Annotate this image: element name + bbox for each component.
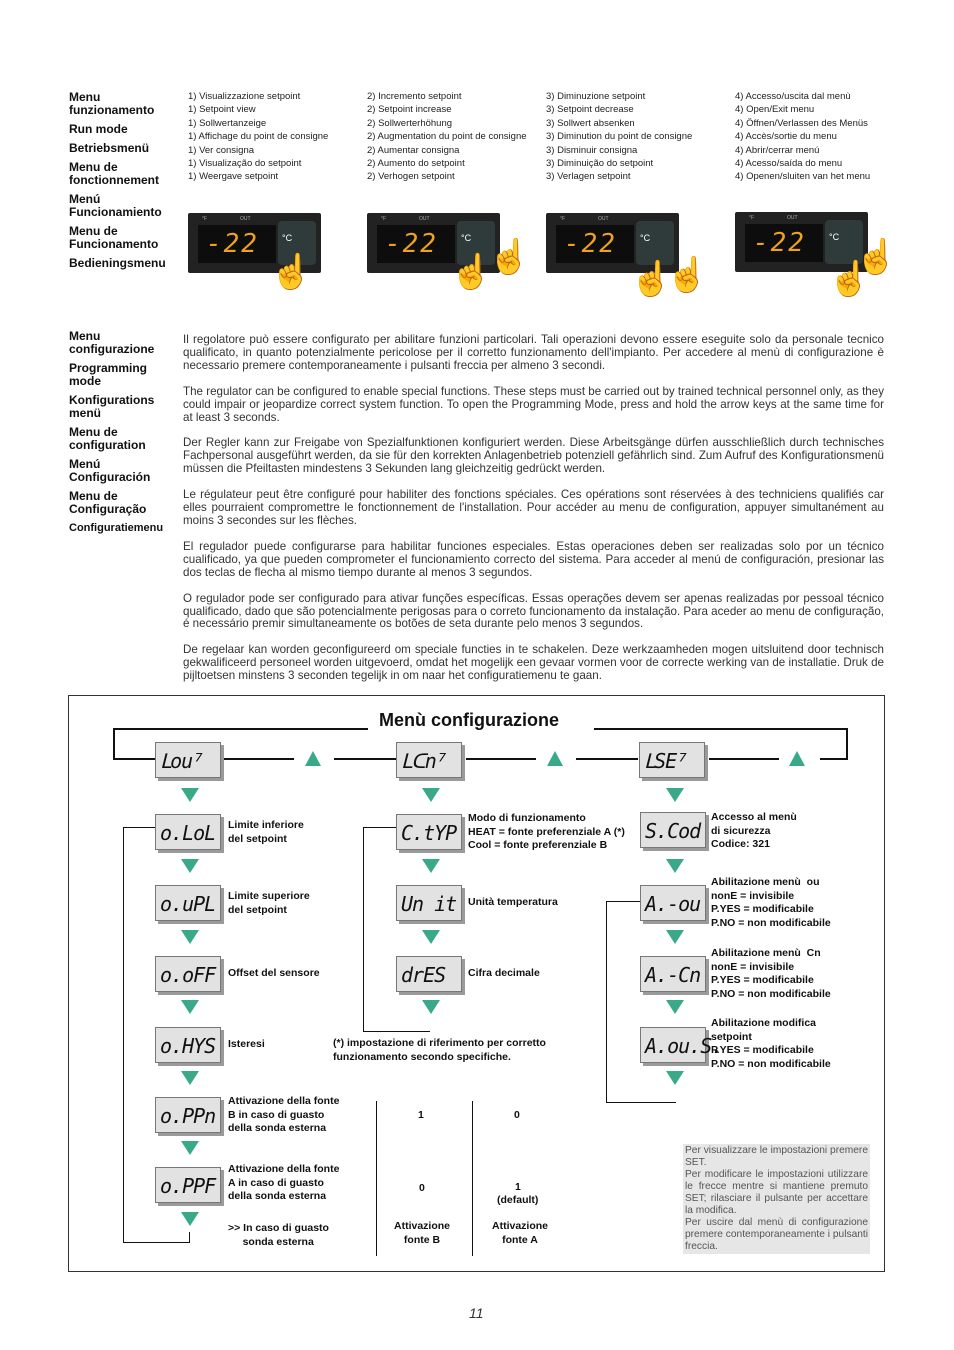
step-line: 2) Setpoint increase — [367, 104, 452, 116]
step-line: 4) Openen/sluiten van het menu — [735, 171, 871, 183]
table-default: (default) — [497, 1194, 539, 1206]
param-desc: Unità temperatura — [468, 896, 558, 908]
steps-col-3 — [546, 90, 726, 184]
paragraph-es: El regulador puede configurarse para habilitar funciones especiales. Estas operaciones deben ser realizadas solo por un técnico cualificado, ya que pueden comprometer el funcionamiento correcto del sistema. Para acceder al menú de configuración, presionar las dos teclas de flecha al mismo tiempo durante al menos 3 segundos. — [183, 539, 884, 579]
step-line: 1) Visualização do setpoint — [188, 158, 302, 170]
display-screen — [556, 225, 634, 263]
param-desc: Isteresi — [228, 1038, 265, 1050]
param-desc: Modo di funzionamento HEAT = fonte preferenziale A (*) Cool = fonte preferenziale B — [468, 812, 625, 851]
param-a-ous: A.ou.S. — [640, 1027, 706, 1063]
step-line: 2) Aumentar consigna — [367, 144, 460, 156]
param-o-lol: o.LoL — [155, 814, 221, 850]
unit-label: °C — [461, 233, 472, 243]
pointing-hand-icon: ☝ — [488, 238, 531, 276]
config-label-es: Menú Configuración — [69, 457, 151, 484]
up-arrow-icon — [305, 751, 321, 766]
table-b-label: Attivazione fonte B — [394, 1220, 451, 1246]
label-fr: Menu de fonctionnement — [69, 160, 159, 187]
display-value: -22 — [564, 229, 617, 259]
param-o-ppn: o.PPn — [155, 1097, 221, 1133]
up-arrow-icon — [789, 751, 805, 766]
param-a-ou: A.-ou — [640, 885, 706, 921]
step-line: 2) Verhogen setpoint — [367, 171, 455, 183]
config-label-fr: Menu de configuration — [69, 425, 146, 452]
unit-label: °C — [829, 232, 840, 242]
step-line: 2) Incremento setpoint — [367, 91, 462, 102]
down-arrow-icon — [422, 788, 440, 802]
param-desc: Attivazione della fonte A in caso di guasto della sonda esterna — [228, 1163, 340, 1202]
display-value: -22 — [385, 229, 438, 259]
fahrenheit-tag: °F — [749, 215, 755, 221]
step-line: 3) Diminuição do setpoint — [546, 158, 654, 170]
param-desc: Accesso al menù di sicurezza Codice: 321 — [711, 811, 797, 850]
pointing-hand-icon: ☝ — [450, 253, 493, 291]
param-desc: Abilitazione menù Cn nonE = invisibile P.YES = modificabile P.NO = non modificabile — [711, 947, 831, 1000]
out-tag: OUT — [240, 216, 251, 222]
step-line: 3) Verlagen setpoint — [546, 171, 631, 183]
unit-label: °C — [282, 233, 293, 243]
paragraph-nl: De regelaar kan worden geconfigureerd om speciale functies in te schakelen. Deze werkzaamheden mogen uitsluitend door technisch gekwalificeerd personeel worden uitgevoerd, omdat het mogelijk een gevaar vormen voor de correcte werking van de installatie. Druk de pijltoetsen minstens 3 seconden tegelijk in om naar het configuratiemenu te gaan. — [183, 643, 884, 683]
param-desc: Abilitazione menù ou nonE = invisibile P.YES = modificabile P.NO = non modificabile — [711, 876, 831, 929]
step-line: 1) Ver consigna — [188, 144, 255, 156]
config-description — [183, 334, 884, 696]
info-box: Per visualizzare le impostazioni premere SET. Per modificare le impostazioni utilizzare le frecce mentre si mantiene premuto SET; rilasciare il pulsante per accettare la modifica. Per uscire dal menù di configurazione premere contemporaneamente i pulsanti freccia. — [685, 1145, 868, 1252]
steps-col-4 — [735, 90, 915, 184]
display-screen — [745, 224, 823, 262]
pointing-hand-icon: ☝ — [855, 238, 898, 276]
down-arrow-icon — [666, 788, 684, 802]
display-screen — [377, 225, 455, 263]
display-value: -22 — [753, 228, 806, 258]
down-arrow-icon — [666, 930, 684, 944]
step-line: 3) Sollwert absenken — [546, 117, 635, 129]
paragraph-en: The regulator can be configured to enable special functions. These steps must be carried out by trained technical personnel only, as they could impair or jeopardize correct system function. To open the Programming Mode, press and hold the arrow keys at the same time for at least 3 seconds. — [183, 384, 884, 424]
table-a-bot: 1 — [515, 1181, 521, 1193]
step-line: 4) Accès/sortie du menu — [735, 131, 837, 143]
param-desc: Attivazione della fonte B in caso di guasto della sonda esterna — [228, 1095, 340, 1134]
step-line: 2) Aumento do setpoint — [367, 158, 465, 170]
down-arrow-icon — [666, 1071, 684, 1085]
param-o-hys: o.HYS — [155, 1027, 221, 1063]
param-a-cn: A.-Cn — [640, 956, 706, 992]
down-arrow-icon — [181, 1212, 199, 1226]
steps-col-2 — [367, 90, 542, 184]
config-label-nl: Configuratiemenu — [69, 522, 164, 534]
down-arrow-icon — [422, 1000, 440, 1014]
label-de: Betriebsmenü — [69, 141, 150, 155]
step-line: 4) Acesso/saída do menu — [735, 158, 843, 170]
step-line: 1) Visualizzazione setpoint — [188, 91, 301, 102]
col1-footer: >> In caso di guasto sonda esterna — [228, 1222, 329, 1248]
step-line: 4) Accesso/uscita dal menù — [735, 91, 851, 102]
param-desc: Cifra decimale — [468, 967, 540, 979]
step-line: 4) Open/Exit menu — [735, 104, 815, 116]
down-arrow-icon — [666, 859, 684, 873]
down-arrow-icon — [181, 1071, 199, 1085]
param-s-cod: S.Cod — [640, 812, 706, 848]
diagram-title: Menù configurazione — [379, 710, 559, 730]
down-arrow-icon — [422, 859, 440, 873]
paragraph-pt: O regulador pode ser configurado para ativar funções específicas. Essas operações devem ser apenas realizadas por pessoal técnico qualificado, dado que são potencialmente perigosas para o correto funcionamento da instalação. Para aceder ao menu de configuração, é necessário premir simultaneamente os botões de seta durante pelo menos 3 segundos. — [183, 591, 884, 631]
label-it: Menu funzionamento — [69, 90, 155, 117]
step-line: 3) Diminution du point de consigne — [546, 131, 693, 143]
down-arrow-icon — [422, 930, 440, 944]
display-screen — [198, 225, 276, 263]
pointing-hand-icon: ☝ — [630, 260, 673, 298]
step-line: 3) Diminuzione setpoint — [546, 91, 646, 102]
down-arrow-icon — [181, 1000, 199, 1014]
out-tag: OUT — [419, 216, 430, 222]
fahrenheit-tag: °F — [202, 216, 208, 222]
label-es: Menú Funcionamiento — [69, 192, 162, 219]
step-line: 2) Augmentation du point de consigne — [367, 131, 527, 143]
menu-set: ᒪSE⁷ — [639, 742, 705, 778]
unit-label: °C — [640, 233, 651, 243]
table-a-label: Attivazione fonte A — [492, 1220, 549, 1246]
up-arrow-icon — [547, 751, 563, 766]
col2-note: (*) impostazione di riferimento per corretto funzionamento secondo specifiche. — [333, 1037, 546, 1063]
out-tag: OUT — [598, 216, 609, 222]
steps-col-1 — [188, 90, 363, 184]
param-desc: Offset del sensore — [228, 967, 320, 979]
paragraph-fr: Le régulateur peut être configuré pour habiliter des fonctions spéciales. Ces opérations sont réservées à des techniciens qualifiés car elles pourraient compromettre le fonctionnement de l'installation. Pour accéder au menu de configuration, appuyer simultanément au moins 3 secondes sur les flèches. — [183, 488, 884, 527]
config-mode-labels — [69, 330, 179, 541]
param-o-ppf: o.PPF — [155, 1167, 221, 1203]
step-line: 1) Sollwertanzeige — [188, 117, 267, 129]
page-number: 11 — [469, 1305, 484, 1321]
down-arrow-icon — [181, 930, 199, 944]
table-a-top: 0 — [514, 1109, 520, 1121]
paragraph-it: Il regolatore può essere configurato per abilitare funzioni particolari. Tali operazioni devono essere eseguite solo da personale tecnico qualificato, in quanto potenzialmente pericolose per il corretto funzionamento dell'impianto. Per accedere al menù di configurazione è necessario premere contemporaneamente i pulsanti freccia per almeno 3 secondi. — [183, 333, 884, 372]
down-arrow-icon — [181, 859, 199, 873]
down-arrow-icon — [666, 1000, 684, 1014]
table-b-top: 1 — [418, 1109, 424, 1121]
param-desc: Limite superiore del setpoint — [228, 890, 310, 916]
out-tag: OUT — [787, 215, 798, 221]
step-line: 1) Affichage du point de consigne — [188, 131, 329, 143]
param-desc: Abilitazione modifica setpoint P.YES = modificabile P.NO = non modificabile — [711, 1017, 831, 1070]
step-line: 1) Weergave setpoint — [188, 171, 279, 183]
param-desc: Limite inferiore del setpoint — [228, 819, 304, 845]
display-value: -22 — [206, 229, 259, 259]
paragraph-de: Der Regler kann zur Freigabe von Spezialfunktionen konfiguriert werden. Diese Arbeitsgänge dürfen ausschließlich durch technisches Fachpersonal ausgeführt werden, da sie für den korrekten Anlagenbetrieb potenziell gefährlich sind. Zum Aufruf des Konfigurationsmenü müssen die Pfeiltasten mindestens 3 Sekunden lang gleichzeitig gedrückt werden. — [183, 436, 884, 476]
param-unit: Un it — [396, 885, 462, 921]
pointing-hand-icon: ☝ — [828, 260, 871, 298]
menu-ou: ᒪou⁷ — [155, 742, 221, 778]
param-c-typ: C.tYP — [396, 814, 462, 850]
run-mode-labels — [69, 91, 179, 276]
config-label-en: Programming mode — [69, 361, 148, 388]
step-line: 1) Setpoint view — [188, 104, 256, 116]
fahrenheit-tag: °F — [560, 216, 566, 222]
down-arrow-icon — [181, 788, 199, 802]
step-line: 4) Abrir/cerrar menú — [735, 144, 820, 156]
step-line: 3) Disminuir consigna — [546, 144, 638, 156]
down-arrow-icon — [181, 1141, 199, 1155]
step-line: 2) Sollwerterhöhung — [367, 117, 453, 129]
config-label-it: Menu configurazione — [69, 329, 155, 356]
label-en: Run mode — [69, 122, 128, 136]
param-o-upl: o.uPL — [155, 885, 221, 921]
pointing-hand-icon: ☝ — [666, 256, 709, 294]
table-b-bot: 0 — [419, 1182, 425, 1194]
config-label-de: Konfigurations menü — [69, 393, 155, 420]
label-pt: Menu de Funcionamento — [69, 224, 159, 251]
param-o-off: o.oFF — [155, 956, 221, 992]
fahrenheit-tag: °F — [381, 216, 387, 222]
label-nl: Bedieningsmenu — [69, 256, 166, 270]
step-line: 3) Setpoint decrease — [546, 104, 634, 116]
param-dres: drES — [396, 956, 462, 992]
config-menu-diagram — [68, 695, 885, 1272]
step-line: 4) Öffnen/Verlassen des Menüs — [735, 117, 868, 129]
menu-cn: ᒪᑕn⁷ — [396, 742, 462, 778]
config-label-pt: Menu de Configuração — [69, 489, 147, 516]
pointing-hand-icon: ☝ — [270, 253, 313, 291]
